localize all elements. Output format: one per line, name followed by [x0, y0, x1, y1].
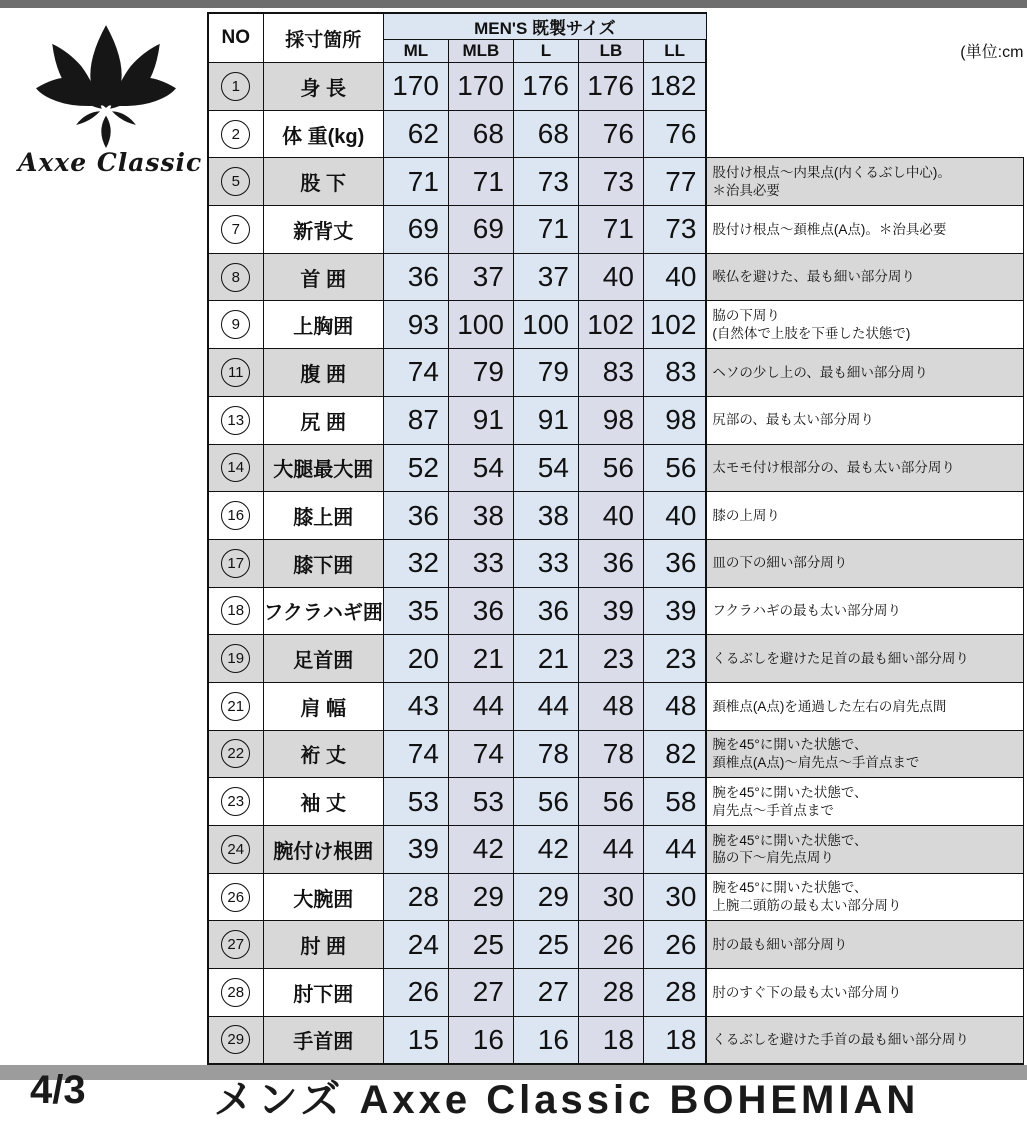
size-value-cell: 71: [578, 206, 643, 254]
size-value-cell: 26: [383, 969, 448, 1017]
circled-number: 19: [221, 644, 250, 673]
measurement-name-cell: 肩 幅: [263, 682, 383, 730]
note-cell: [706, 110, 1023, 158]
size-value-cell: 40: [578, 492, 643, 540]
size-value-cell: 74: [383, 730, 448, 778]
size-value-cell: 68: [448, 110, 513, 158]
circled-number: 2: [221, 120, 250, 149]
size-value-cell: 43: [383, 682, 448, 730]
row-number-cell: [208, 396, 263, 444]
size-value-cell: 40: [643, 253, 706, 301]
size-value-cell: 37: [448, 253, 513, 301]
size-value-cell: 71: [383, 158, 448, 206]
measurement-name-cell: 手首囲: [263, 1016, 383, 1064]
circled-number: 13: [221, 406, 250, 435]
measurement-name-cell: 首 囲: [263, 253, 383, 301]
size-value-cell: 36: [383, 492, 448, 540]
size-value-cell: 79: [448, 349, 513, 397]
row-number-cell: [208, 539, 263, 587]
size-value-cell: 78: [578, 730, 643, 778]
footer-clipped-text: [0, 1068, 1027, 1125]
size-value-cell: 28: [383, 873, 448, 921]
note-cell: 腕を45°に開いた状態で、 肩先点～手首点まで: [706, 778, 1023, 826]
circled-number: 29: [221, 1025, 250, 1054]
size-value-cell: 56: [513, 778, 578, 826]
note-cell: 脇の下周り (自然体で上肢を下垂した状態で): [706, 301, 1023, 349]
measurement-name-cell: フクラハギ囲: [263, 587, 383, 635]
size-value-cell: 44: [578, 826, 643, 874]
row-number-cell: [208, 253, 263, 301]
size-value-cell: 176: [513, 63, 578, 111]
size-value-cell: 176: [578, 63, 643, 111]
size-value-cell: 83: [578, 349, 643, 397]
size-value-cell: 56: [643, 444, 706, 492]
measurement-name-cell: 大腕囲: [263, 873, 383, 921]
size-value-cell: 28: [643, 969, 706, 1017]
table-row: [208, 110, 1023, 158]
table-row: [208, 206, 1023, 254]
row-number-cell: [208, 158, 263, 206]
size-value-cell: 102: [643, 301, 706, 349]
note-cell: 太モモ付け根部分の、最も太い部分周り: [706, 444, 1023, 492]
row-number-cell: [208, 730, 263, 778]
size-col-header-lb: LB: [578, 40, 643, 63]
measurement-name-cell: 腹 囲: [263, 349, 383, 397]
size-value-cell: 69: [448, 206, 513, 254]
table-row: [208, 921, 1023, 969]
size-value-cell: 36: [578, 539, 643, 587]
row-number-cell: [208, 969, 263, 1017]
size-value-cell: 100: [448, 301, 513, 349]
size-value-cell: 25: [513, 921, 578, 969]
size-value-cell: 35: [383, 587, 448, 635]
top-divider-bar: [0, 0, 1027, 8]
measurement-name-cell: 大腿最大囲: [263, 444, 383, 492]
circled-number: 7: [221, 215, 250, 244]
size-value-cell: 33: [513, 539, 578, 587]
row-number-cell: [208, 921, 263, 969]
size-value-cell: 82: [643, 730, 706, 778]
row-number-cell: [208, 301, 263, 349]
size-value-cell: 53: [448, 778, 513, 826]
circled-number: 21: [221, 692, 250, 721]
table-row: [208, 873, 1023, 921]
size-value-cell: 28: [578, 969, 643, 1017]
measurement-name-cell: 裄 丈: [263, 730, 383, 778]
table-row: [208, 730, 1023, 778]
size-value-cell: 48: [643, 682, 706, 730]
row-number-cell: [208, 492, 263, 540]
size-value-cell: 54: [448, 444, 513, 492]
size-table-body: [208, 63, 1023, 1064]
size-value-cell: 23: [578, 635, 643, 683]
measurement-name-cell: 尻 囲: [263, 396, 383, 444]
circled-number: 26: [221, 883, 250, 912]
size-value-cell: 170: [383, 63, 448, 111]
size-value-cell: 98: [578, 396, 643, 444]
note-cell: 皿の下の細い部分周り: [706, 539, 1023, 587]
col-header-no: NO: [208, 13, 263, 63]
note-cell: 腕を45°に開いた状態で、 頚椎点(A点)～肩先点～手首点まで: [706, 730, 1023, 778]
size-value-cell: 53: [383, 778, 448, 826]
size-value-cell: 29: [513, 873, 578, 921]
note-cell: 膝の上周り: [706, 492, 1023, 540]
size-value-cell: 38: [448, 492, 513, 540]
size-value-cell: 40: [643, 492, 706, 540]
size-value-cell: 42: [448, 826, 513, 874]
size-value-cell: 48: [578, 682, 643, 730]
size-value-cell: 16: [448, 1016, 513, 1064]
size-value-cell: 58: [643, 778, 706, 826]
size-value-cell: 20: [383, 635, 448, 683]
size-value-cell: 102: [578, 301, 643, 349]
size-value-cell: 32: [383, 539, 448, 587]
size-value-cell: 73: [513, 158, 578, 206]
size-value-cell: 36: [383, 253, 448, 301]
circled-number: 27: [221, 930, 250, 959]
note-cell: 股付け根点～内果点(内くるぶし中心)。 ＊治具必要: [706, 158, 1023, 206]
size-value-cell: 182: [643, 63, 706, 111]
circled-number: 8: [221, 263, 250, 292]
size-value-cell: 56: [578, 778, 643, 826]
size-value-cell: 30: [578, 873, 643, 921]
note-cell: 頚椎点(A点)を通過した左右の肩先点間: [706, 682, 1023, 730]
size-col-header-mlb: MLB: [448, 40, 513, 63]
measurement-name-cell: 足首囲: [263, 635, 383, 683]
size-value-cell: 77: [643, 158, 706, 206]
size-value-cell: 79: [513, 349, 578, 397]
size-value-cell: 42: [513, 826, 578, 874]
size-value-cell: 71: [513, 206, 578, 254]
measurement-name-cell: 上胸囲: [263, 301, 383, 349]
size-value-cell: 16: [513, 1016, 578, 1064]
table-row: [208, 778, 1023, 826]
row-number-cell: [208, 110, 263, 158]
size-value-cell: 26: [643, 921, 706, 969]
size-value-cell: 76: [643, 110, 706, 158]
size-value-cell: 56: [578, 444, 643, 492]
size-value-cell: 71: [448, 158, 513, 206]
measurement-name-cell: 身 長: [263, 63, 383, 111]
size-value-cell: 76: [578, 110, 643, 158]
row-number-cell: [208, 1016, 263, 1064]
size-value-cell: 78: [513, 730, 578, 778]
size-value-cell: 100: [513, 301, 578, 349]
row-number-cell: [208, 206, 263, 254]
row-number-cell: [208, 63, 263, 111]
note-cell: くるぶしを避けた足首の最も細い部分周り: [706, 635, 1023, 683]
table-row: [208, 969, 1023, 1017]
circled-number: 23: [221, 787, 250, 816]
size-value-cell: 170: [448, 63, 513, 111]
size-value-cell: 36: [448, 587, 513, 635]
size-value-cell: 44: [513, 682, 578, 730]
size-value-cell: 91: [448, 396, 513, 444]
table-row: [208, 682, 1023, 730]
size-value-cell: 30: [643, 873, 706, 921]
row-number-cell: [208, 873, 263, 921]
size-value-cell: 38: [513, 492, 578, 540]
measurement-name-cell: 肘下囲: [263, 969, 383, 1017]
note-cell: 腕を45°に開いた状態で、 上腕二頭筋の最も太い部分周り: [706, 873, 1023, 921]
circled-number: 28: [221, 978, 250, 1007]
size-value-cell: 68: [513, 110, 578, 158]
size-value-cell: 27: [513, 969, 578, 1017]
size-value-cell: 18: [643, 1016, 706, 1064]
size-value-cell: 36: [643, 539, 706, 587]
table-row: [208, 539, 1023, 587]
circled-number: 18: [221, 596, 250, 625]
size-value-cell: 39: [383, 826, 448, 874]
measurement-name-cell: 膝下囲: [263, 539, 383, 587]
size-value-cell: 29: [448, 873, 513, 921]
size-value-cell: 33: [448, 539, 513, 587]
size-value-cell: 93: [383, 301, 448, 349]
size-col-header-ml: ML: [383, 40, 448, 63]
table-row: [208, 301, 1023, 349]
group-header-mens-sizes: MEN'S 既製サイズ: [383, 13, 706, 40]
size-value-cell: 21: [513, 635, 578, 683]
circled-number: 9: [221, 310, 250, 339]
table-row: [208, 1016, 1023, 1064]
measurement-name-cell: 新背丈: [263, 206, 383, 254]
circled-number: 22: [221, 739, 250, 768]
size-chart-table: [207, 12, 1024, 1065]
footer-band: [0, 1065, 1027, 1122]
note-cell: 腕を45°に開いた状態で、 脇の下～肩先点周り: [706, 826, 1023, 874]
table-row: [208, 635, 1023, 683]
measurement-name-cell: 肘 囲: [263, 921, 383, 969]
size-value-cell: 73: [578, 158, 643, 206]
brand-logo: [18, 20, 203, 177]
size-value-cell: 24: [383, 921, 448, 969]
circled-number: 16: [221, 501, 250, 530]
table-row: [208, 158, 1023, 206]
size-value-cell: 27: [448, 969, 513, 1017]
table-row: [208, 349, 1023, 397]
size-value-cell: 74: [383, 349, 448, 397]
measurement-name-cell: 膝上囲: [263, 492, 383, 540]
circled-number: 1: [221, 72, 250, 101]
note-cell: 尻部の、最も太い部分周り: [706, 396, 1023, 444]
size-value-cell: 44: [643, 826, 706, 874]
size-value-cell: 73: [643, 206, 706, 254]
size-value-cell: 91: [513, 396, 578, 444]
note-cell: 喉仏を避けた、最も細い部分周り: [706, 253, 1023, 301]
row-number-cell: [208, 682, 263, 730]
size-value-cell: 23: [643, 635, 706, 683]
size-value-cell: 36: [513, 587, 578, 635]
size-value-cell: 39: [643, 587, 706, 635]
col-header-part: 採寸箇所: [263, 13, 383, 63]
measurement-name-cell: 腕付け根囲: [263, 826, 383, 874]
size-value-cell: 74: [448, 730, 513, 778]
circled-number: 17: [221, 549, 250, 578]
note-cell: くるぶしを避けた手首の最も細い部分周り: [706, 1016, 1023, 1064]
row-number-cell: [208, 349, 263, 397]
size-value-cell: 21: [448, 635, 513, 683]
table-row: [208, 63, 1023, 111]
size-col-header-l: L: [513, 40, 578, 63]
size-value-cell: 40: [578, 253, 643, 301]
note-cell: 肘のすぐ下の最も太い部分周り: [706, 969, 1023, 1017]
circled-number: 11: [221, 358, 250, 387]
table-row: [208, 253, 1023, 301]
size-value-cell: 25: [448, 921, 513, 969]
circled-number: 14: [221, 453, 250, 482]
size-value-cell: 15: [383, 1016, 448, 1064]
table-row: [208, 444, 1023, 492]
size-value-cell: 18: [578, 1016, 643, 1064]
table-row: [208, 587, 1023, 635]
row-number-cell: [208, 587, 263, 635]
lotus-logo-icon: [21, 20, 191, 148]
measurement-name-cell: 体 重(kg): [263, 110, 383, 158]
note-cell: 肘の最も細い部分周り: [706, 921, 1023, 969]
footer-title: メンズ Axxe Classic BOHEMIAN: [213, 1078, 920, 1122]
size-value-cell: 62: [383, 110, 448, 158]
size-value-cell: 52: [383, 444, 448, 492]
unit-label: (単位:cm: [960, 43, 1024, 61]
size-col-header-ll: LL: [643, 40, 706, 63]
circled-number: 5: [221, 167, 250, 196]
size-value-cell: 83: [643, 349, 706, 397]
circled-number: 24: [221, 835, 250, 864]
note-cell: [706, 63, 1023, 111]
size-value-cell: 44: [448, 682, 513, 730]
footer-page-fraction: 4/3: [30, 1068, 86, 1112]
brand-name: Axxe Classic: [18, 148, 203, 177]
size-value-cell: 26: [578, 921, 643, 969]
table-row: [208, 396, 1023, 444]
size-value-cell: 87: [383, 396, 448, 444]
row-number-cell: [208, 635, 263, 683]
size-value-cell: 69: [383, 206, 448, 254]
measurement-name-cell: 袖 丈: [263, 778, 383, 826]
table-row: [208, 492, 1023, 540]
note-cell: ヘソの少し上の、最も細い部分周り: [706, 349, 1023, 397]
size-value-cell: 37: [513, 253, 578, 301]
size-value-cell: 54: [513, 444, 578, 492]
size-value-cell: 98: [643, 396, 706, 444]
row-number-cell: [208, 826, 263, 874]
row-number-cell: [208, 778, 263, 826]
row-number-cell: [208, 444, 263, 492]
table-row: [208, 826, 1023, 874]
note-cell: フクラハギの最も太い部分周り: [706, 587, 1023, 635]
note-cell: 股付け根点～頚椎点(A点)。＊治具必要: [706, 206, 1023, 254]
size-value-cell: 39: [578, 587, 643, 635]
measurement-name-cell: 股 下: [263, 158, 383, 206]
